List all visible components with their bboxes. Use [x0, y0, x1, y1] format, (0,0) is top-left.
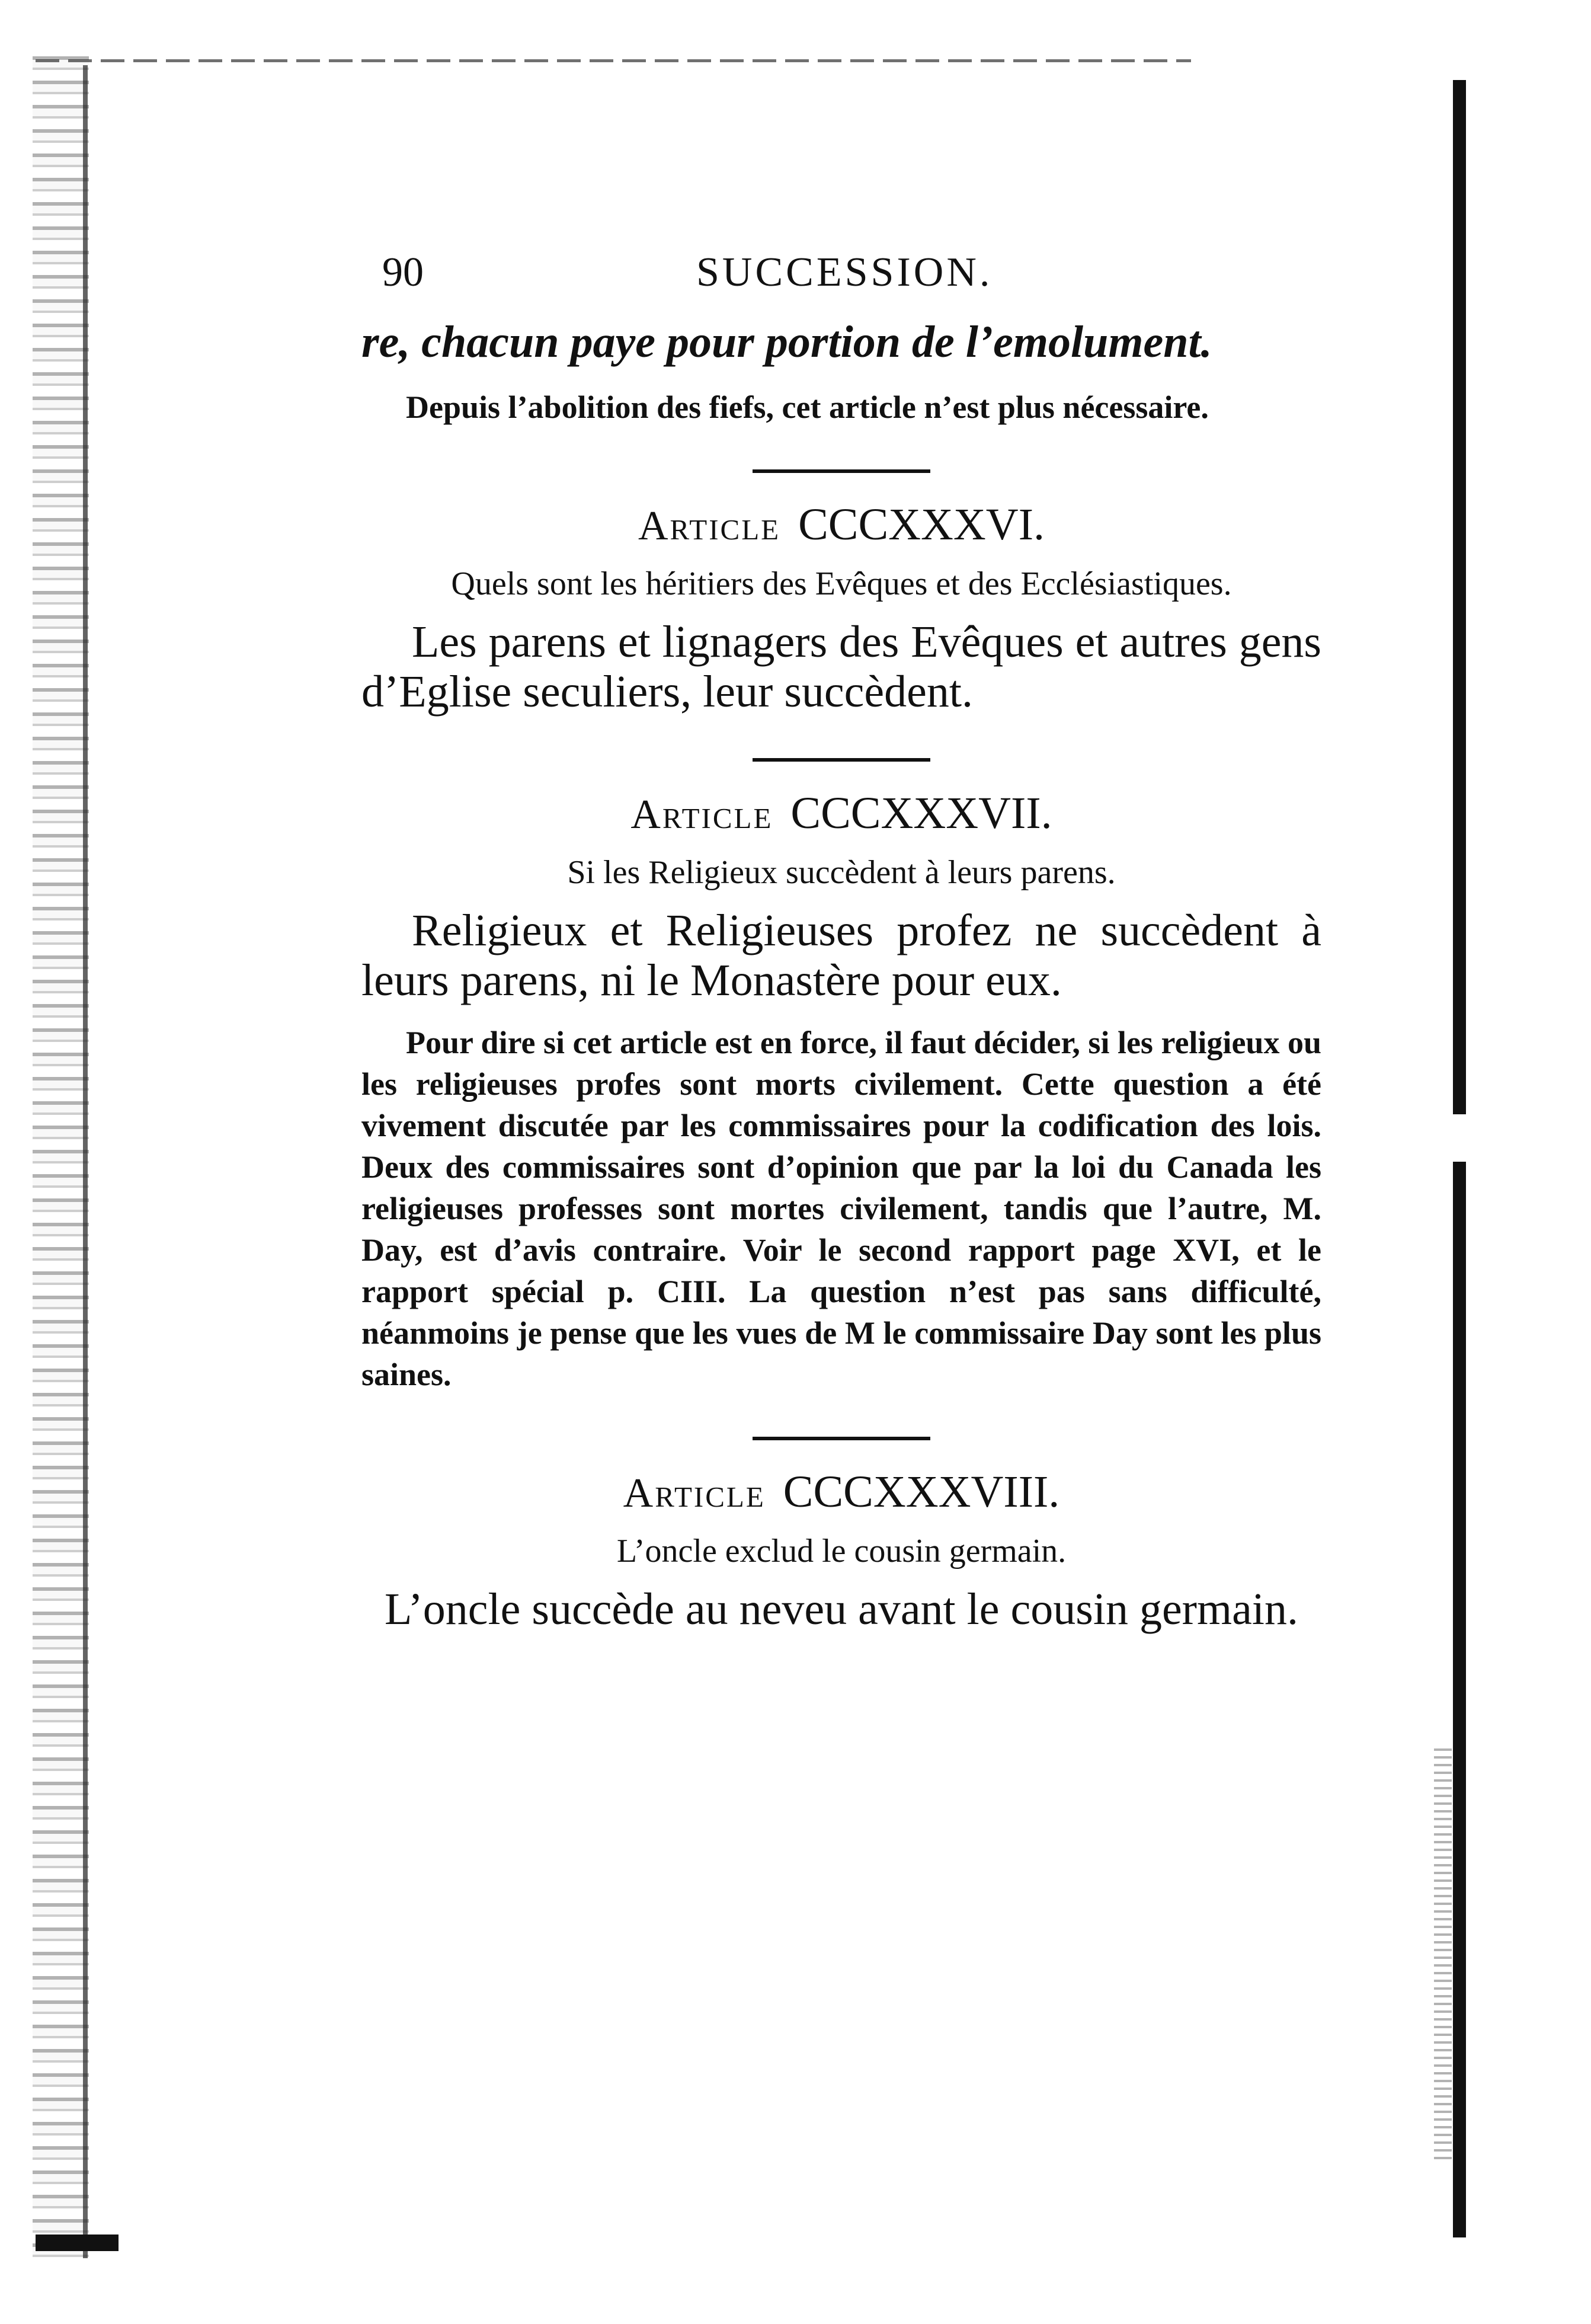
- continuation-note: Depuis l’abolition des fiefs, cet article n’est plus nécessaire.: [406, 389, 1209, 425]
- section-divider: [753, 469, 930, 473]
- scan-edge-right-gap: [1446, 1114, 1472, 1162]
- scan-edge-left-line: [83, 65, 88, 2258]
- page-number: 90: [382, 250, 424, 295]
- article-note: Pour dire si cet article est en force, il faut décider, si les religieux ou les religieuses profes sont morts civilement. Cette question a été vivement discutée par les commissaires pour la codification des lois. Deux des commissaires sont d’opinion que par la loi du Canada les religieuses professes sont mortes civilement, tandis que l’autre, M. Day, est d’avis contraire. Voir le second rapport page XVI, et le rapport spécial p. CIII. La question n’est pas sans difficulté, néanmoins je pense que les vues de M le commissaire Day sont les plus saines.: [361, 1025, 1321, 1392]
- article-text: Les parens et lignagers des Evêques et autres gens d’Eglise seculiers, leur succèdent.: [361, 617, 1321, 717]
- article-title: [361, 1465, 1321, 1520]
- scan-edge-right-fringe: [1434, 1748, 1452, 2163]
- article-number: CCCXXXVII.: [790, 788, 1052, 838]
- article-text: Religieux et Religieuses profez ne succèdent à leurs parens, ni le Monastère pour eux.: [361, 906, 1321, 1005]
- article-label: Article: [638, 503, 781, 549]
- article-338: [361, 1437, 1321, 1634]
- section-divider: [753, 758, 930, 762]
- section-divider: [753, 1437, 930, 1440]
- page-header: [361, 249, 1321, 314]
- continuation-text: re, chacun paye pour portion de l’emolument.: [361, 317, 1212, 367]
- article-number: CCCXXXVI.: [798, 500, 1045, 549]
- scan-corner-mark: [36, 2235, 119, 2251]
- article-summary: Si les Religieux succèdent à leurs parens.: [567, 854, 1116, 891]
- article-337: [361, 758, 1321, 1395]
- scan-edge-top: [36, 59, 1191, 62]
- article-336: [361, 469, 1321, 717]
- article-text: L’oncle succède au neveu avant le cousin germain.: [385, 1584, 1298, 1634]
- article-number: CCCXXXVIII.: [783, 1467, 1060, 1517]
- article-summary: L’oncle exclud le cousin germain.: [616, 1533, 1067, 1569]
- scan-edge-left: [33, 56, 89, 2261]
- running-head: SUCCESSION.: [696, 250, 993, 295]
- article-label: Article: [623, 1471, 766, 1516]
- article-summary: Quels sont les héritiers des Evêques et des Ecclésiastiques.: [451, 565, 1232, 602]
- article-title: [361, 787, 1321, 842]
- article-title: [361, 498, 1321, 553]
- page-content: [361, 249, 1321, 1634]
- article-label: Article: [630, 792, 773, 837]
